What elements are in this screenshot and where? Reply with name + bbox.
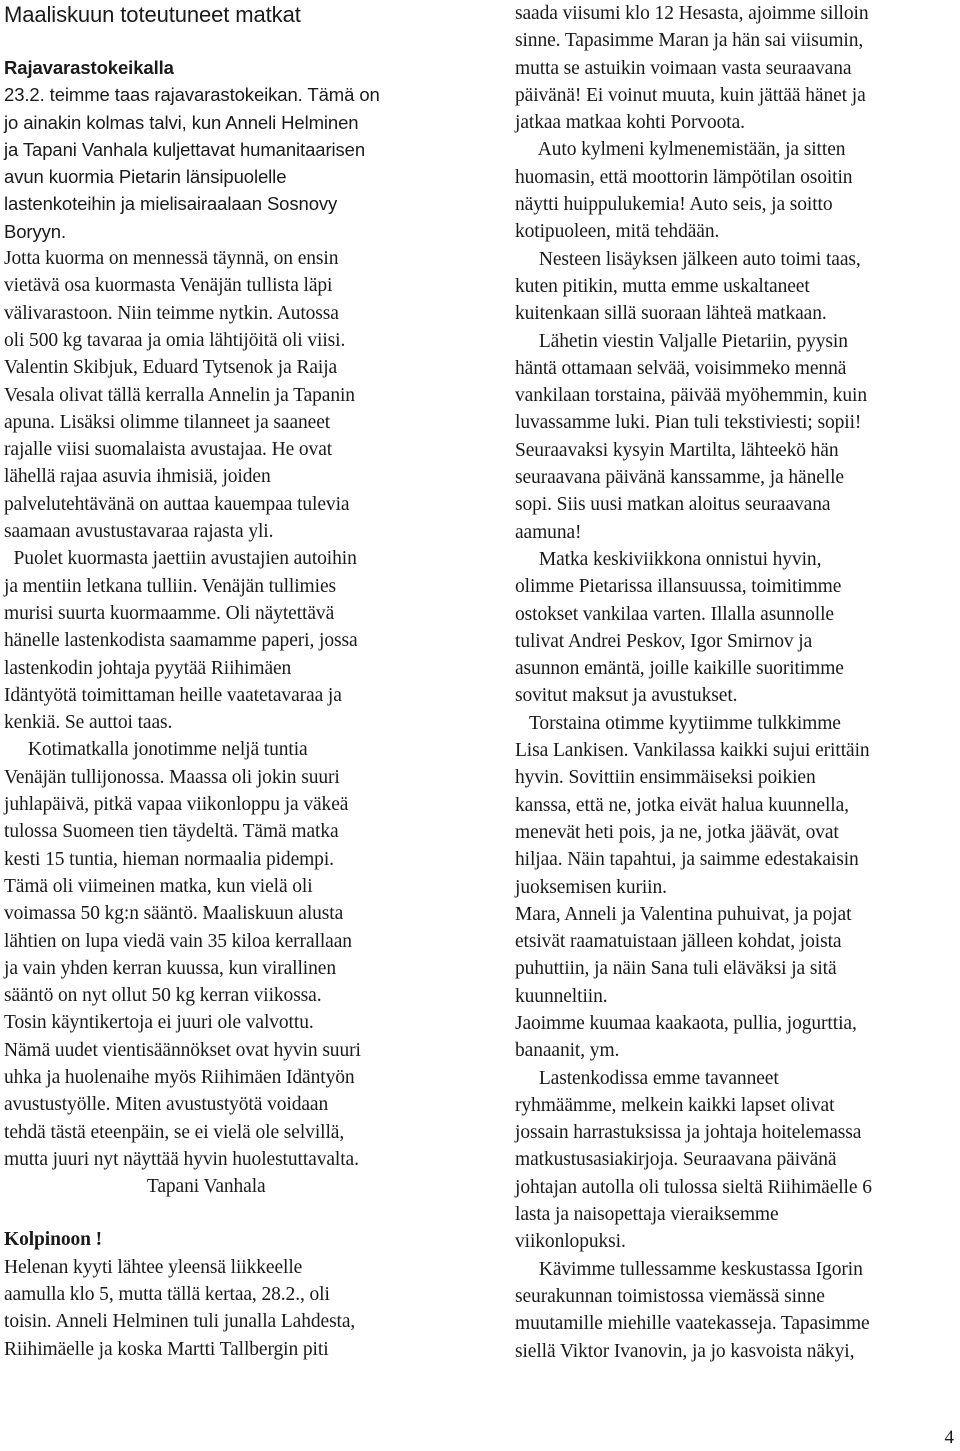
text-line: Tapani Vanhala [4, 1176, 266, 1198]
text-line: Torstaina otimme kyytiimme tulkkimme [515, 712, 841, 734]
text-line: lähtien on lupa viedä vain 35 kiloa kerrallaan [4, 930, 352, 952]
text-line: Lähetin viestin Valjalle Pietariin, pyysin [515, 330, 848, 352]
text-line: sääntö on nyt ollut 50 kg kerran viikossa. [4, 985, 322, 1007]
text-line: Riihimäelle ja koska Martti Tallbergin piti [4, 1338, 329, 1360]
text-line: avustustyölle. Miten avustustyötä voidaan [4, 1094, 329, 1116]
text-line: palvelutehtävänä on auttaa kauempaa tulevia [4, 493, 350, 515]
text-line: seurakunnan toimistossa viemässä sinne [515, 1285, 825, 1307]
text-line: apuna. Lisäksi olimme tilanneet ja saaneet [4, 411, 331, 433]
text-line: Lisa Lankisen. Vankilassa kaikki sujui erittäin [515, 740, 870, 762]
text-line: Nämä uudet vientisäännökset ovat hyvin suuri [4, 1039, 361, 1061]
text-line: etsivät raamatuistaan jälleen kohdat, joista [515, 931, 842, 953]
text-line: avun kuormia Pietarin länsipuolelle [4, 166, 287, 188]
text-line: Jaoimme kuumaa kaakaota, pullia, jogurttia, [515, 1012, 857, 1034]
text-line: sovitut maksut ja avustukset. [515, 685, 738, 707]
text-line: mutta juuri nyt näyttää hyvin huolestuttavalta. [4, 1148, 359, 1170]
text-line: olimme Pietarissa illansuussa, toimitimme [515, 576, 842, 598]
text-line: jossain harrastuksissa ja johtaja hoitelemassa [515, 1122, 862, 1144]
text-line: Valentin Skibjuk, Eduard Tytsenok ja Raija [4, 357, 338, 379]
text-line: päivänä! Ei voinut muuta, kuin jättää hänet ja [515, 84, 866, 106]
text-line: kuitenkaan sillä suoraan lähteä matkaan. [515, 303, 827, 325]
text-line: vietävä osa kuormasta Venäjän tullista läpi [4, 275, 333, 297]
text-line: siellä Viktor Ivanovin, ja jo kasvoista näkyi, [515, 1340, 855, 1362]
text-line: kenkiä. Se auttoi taas. [4, 712, 173, 734]
left-column [4, 0, 498, 1363]
text-line: hänelle lastenkodista saamamme paperi, jossa [4, 630, 358, 652]
text-line: voimassa 50 kg:n sääntö. Maaliskuun alusta [4, 903, 344, 925]
page-number: 4 [944, 1427, 954, 1448]
text-line: jo ainakin kolmas talvi, kun Anneli Helminen [4, 111, 359, 133]
text-line: vankilaan torstaina, päivää myöhemmin, kuin [515, 385, 868, 407]
text-line: muutamille miehille vaatekasseja. Tapasimme [515, 1313, 870, 1335]
text-line: mutta se astuikin voimaan vasta seuraavana [515, 57, 852, 79]
text-line: luvassamme luki. Pian tuli tekstiviesti; sopii! [515, 412, 862, 434]
text-line: välivarastoon. Niin teimme nytkin. Autossa [4, 302, 339, 324]
text-line: menevät heti pois, ja ne, jotka jäävät, ovat [515, 821, 839, 843]
text-line: ryhmäämme, melkein kaikki lapset olivat [515, 1094, 835, 1116]
text-line: sinne. Tapasimme Maran ja hän sai viisumin, [515, 30, 864, 52]
text-line: Puolet kuormasta jaettiin avustajien autoihin [4, 548, 357, 570]
text-line: kanssa, että ne, jotka eivät halua kuunnella, [515, 794, 849, 816]
left-text-block [4, 54, 498, 1363]
text-line: Jotta kuorma on mennessä täynnä, on ensin [4, 248, 339, 270]
text-line: Tämä oli viimeinen matka, kun vielä oli [4, 875, 313, 897]
text-line: ostokset vankilaa varten. Illalla asunnolle [515, 603, 834, 625]
text-line: seuraavana päivänä kanssamme, ja hänelle [515, 467, 844, 489]
text-line: aamuna! [515, 521, 582, 543]
text-line: hyvin. Sovittiin ensimmäiseksi poikien [515, 767, 816, 789]
section-heading: Rajavarastokeikalla [4, 57, 174, 78]
text-line: Venäjän tullijonossa. Maassa oli jokin suuri [4, 766, 340, 788]
text-line: ja mentiin letkana tulliin. Venäjän tullimies [4, 575, 336, 597]
text-line: ja vain yhden kerran kuussa, kun virallinen [4, 957, 336, 979]
text-line: lastenkoteihin ja mielisairaalaan Sosnovy [4, 193, 338, 215]
text-line: juoksemisen kuriin. [515, 876, 667, 898]
text-line: rajalle viisi suomalaista avustajaa. He ovat [4, 439, 333, 461]
text-line: lasta ja naisopettaja vieraiksemme [515, 1204, 779, 1226]
text-line: näytti huippulukemia! Auto seis, ja soitto [515, 194, 833, 216]
text-line: banaanit, ym. [515, 1040, 620, 1062]
text-line: sopi. Siis uusi matkan aloitus seuraavana [515, 494, 831, 516]
text-line: aamulla klo 5, mutta tällä kertaa, 28.2., oli [4, 1284, 330, 1306]
text-line: asunnon emäntä, joille kaikille suoritimme [515, 658, 844, 680]
text-line: ja Tapani Vanhala kuljettavat humanitaarisen [4, 138, 366, 160]
section-heading: Kolpinoon ! [4, 1229, 103, 1251]
text-line: kuten pitikin, mutta emme uskaltaneet [515, 275, 810, 297]
text-line: puhuttiin, ja näin Sana tuli eläväksi ja sitä [515, 958, 837, 980]
text-line: oli 500 kg tavaraa ja omia lähtijöitä oli viisi. [4, 329, 346, 351]
text-line: saamaan avustustavaraa rajasta yli. [4, 521, 274, 543]
text-line: tulossa Suomeen tien täydeltä. Tämä matka [4, 821, 339, 843]
text-line: Matka keskiviikkona onnistui hyvin, [515, 548, 822, 570]
text-line: lastenkodin johtaja pyytää Riihimäen [4, 657, 292, 679]
text-line: Kotimatkalla jonotimme neljä tuntia [4, 739, 308, 761]
text-line: Seuraavaksi kysyin Martilta, lähteekö hän [515, 439, 839, 461]
text-line: uhka ja huolenaihe myös Riihimäen Idäntyön [4, 1066, 355, 1088]
text-line: kotipuoleen, mitä tehdään. [515, 221, 720, 243]
text-line: Kävimme tullessamme keskustassa Igorin [515, 1258, 863, 1280]
text-line: huomasin, että moottorin lämpötilan osoitin [515, 166, 853, 188]
text-line: toisin. Anneli Helminen tuli junalla Lahdesta, [4, 1311, 356, 1333]
text-line: Auto kylmeni kylmenemistään, ja sitten [515, 139, 846, 161]
text-line: kuunneltiin. [515, 985, 608, 1007]
text-line: jatkaa matkaa kohti Porvoota. [515, 112, 745, 134]
text-line: johtajan autolla oli tulossa sieltä Riihimäelle 6 [515, 1176, 872, 1198]
text-line: Vesala olivat tällä kerralla Annelin ja Tapanin [4, 384, 355, 406]
text-line: häntä ottamaan selvää, voisimmeko mennä [515, 357, 847, 379]
text-line: viikonlopuksi. [515, 1231, 626, 1253]
text-line: matkustusasiakirjoja. Seuraavana päivänä [515, 1149, 837, 1171]
text-line: saada viisumi klo 12 Hesasta, ajoimme silloin [515, 3, 869, 24]
text-line: Mara, Anneli ja Valentina puhuivat, ja pojat [515, 903, 852, 925]
text-line: Boryyn. [4, 220, 67, 242]
text-line: 23.2. teimme taas rajavarastokeikan. Tämä on [4, 84, 380, 106]
text-line: tulivat Andrei Peskov, Igor Smirnov ja [515, 630, 813, 652]
text-line: juhlapäivä, pitkä vapaa viikonloppu ja väkeä [4, 794, 349, 816]
text-line: Tosin käyntikertoja ei juuri ole valvottu. [4, 1012, 314, 1034]
text-line: Nesteen lisäyksen jälkeen auto toimi taas, [515, 248, 861, 270]
text-line [4, 1200, 498, 1226]
text-line: hiljaa. Näin tapahtui, ja saimme edestakaisin [515, 849, 859, 871]
right-column [515, 0, 957, 1365]
text-line: Helenan kyyti lähtee yleensä liikkeelle [4, 1256, 303, 1278]
text-line: Lastenkodissa emme tavanneet [515, 1067, 779, 1089]
text-line: Idäntyötä toimittaman heille vaatetavaraa ja [4, 684, 342, 706]
text-line: murisi suurta kuormaamme. Oli näytettävä [4, 602, 335, 624]
page-title: Maaliskuun toteutuneet matkat [4, 2, 301, 27]
text-line: kesti 15 tuntia, hieman normaalia pidempi. [4, 848, 334, 870]
text-line: tehdä tästä eteenpäin, se ei vielä ole selvillä, [4, 1121, 345, 1143]
text-line: lähellä rajaa asuvia ihmisiä, joiden [4, 466, 271, 488]
right-text-block [515, 0, 957, 1365]
